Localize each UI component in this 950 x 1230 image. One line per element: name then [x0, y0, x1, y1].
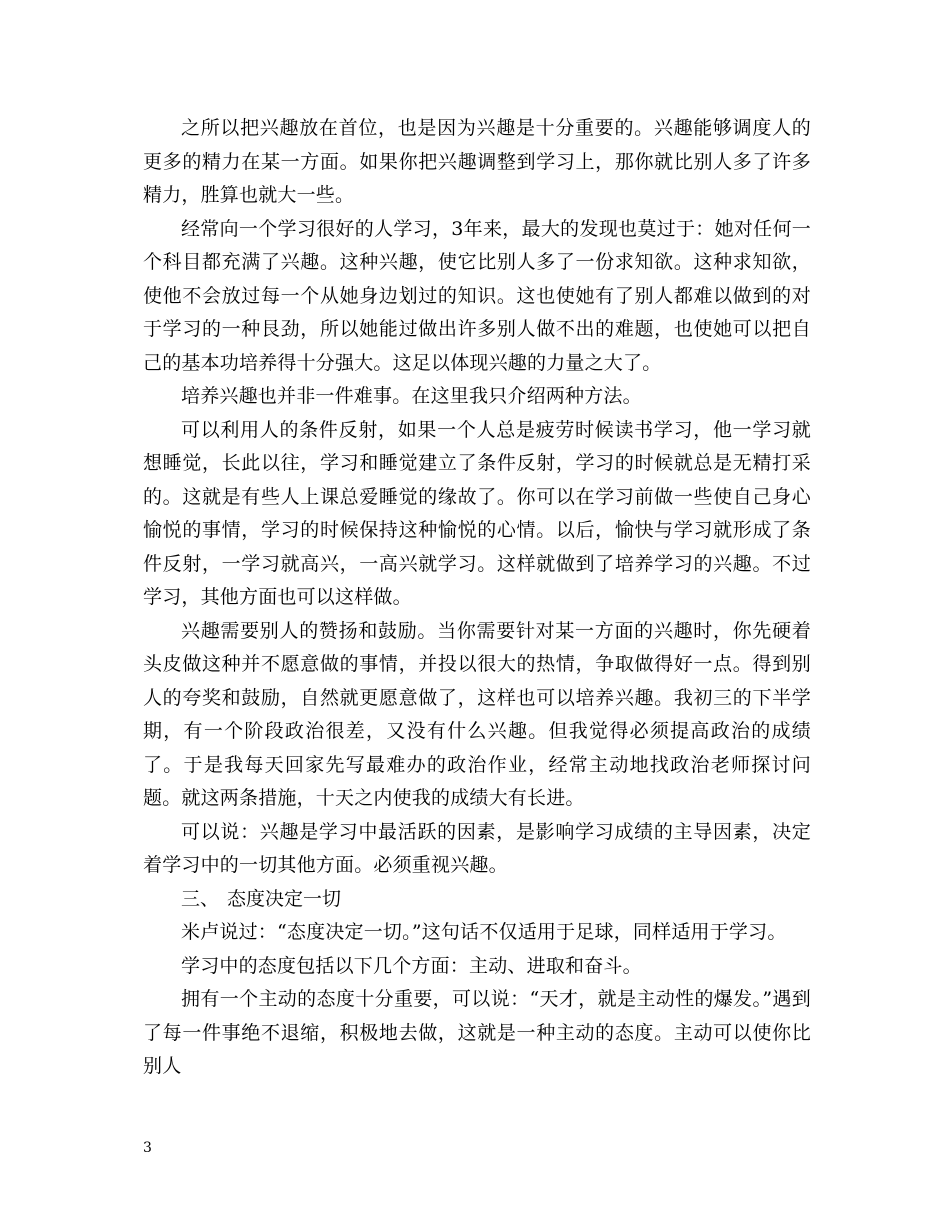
section-heading [143, 883, 811, 917]
paragraph-attitude-aspects: 学习中的态度包括以下几个方面：主动、进取和奋斗。 [181, 954, 642, 977]
document-body [143, 112, 811, 1084]
section-heading-number: 三、 [181, 887, 220, 910]
paragraph-active-attitude: 拥有一个主动的态度十分重要，可以说：“天才，就是主动性的爆发。”遇到了每一件事绝不退缩，积极地去做，这就是一种主动的态度。主动可以使你比别人 [143, 988, 811, 1077]
paragraph-interest-priority: 之所以把兴趣放在首位，也是因为兴趣是十分重要的。兴趣能够调度人的更多的精力在某一方面。如果你把兴趣调整到学习上，那你就比别人多了许多精力，胜算也就大一些。 [143, 117, 811, 206]
paragraph-milutinovic-quote: 米卢说过：“态度决定一切。”这句话不仅适用于足球，同样适用于学习。 [181, 921, 787, 943]
paragraph-conditioned-reflex: 可以利用人的条件反射，如果一个人总是疲劳时候读书学习，他一学习就想睡觉，长此以往，学习和睡觉建立了条件反射，学习的时候就总是无精打采的。这就是有些人上课总爱睡觉的缘故了。你可以在学习前做一些使自己身心愉悦的事情，学习的时候保持这种愉悦的心情。以后，愉快与学习就形成了条件反射，一学习就高兴，一高兴就学习。这样就做到了培养学习的兴趣。不过学习，其他方面也可以这样做。 [143, 418, 811, 608]
paragraph-two-methods: 培养兴趣也并非一件难事。在这里我只介绍两种方法。 [181, 385, 642, 407]
section-heading-title: 态度决定一切 [227, 887, 342, 910]
paragraph-good-student: 经常向一个学习很好的人学习，3年来，最大的发现也莫过于：她对任何一个科目都充满了兴趣。这种兴趣，使它比别人多了一份求知欲。这种求知欲，使他不会放过每一个从她身边划过的知识。这也使她有了别人都难以做到的对于学习的一种艮劲，所以她能过做出许多别人做不出的难题，也使她可以把自己的基本功培养得十分强大。这足以体现兴趣的力量之大了。 [143, 217, 811, 374]
page-number: 3 [143, 1140, 152, 1156]
paragraph-interest-conclusion: 可以说：兴趣是学习中最活跃的因素，是影响学习成绩的主导因素，决定着学习中的一切其他方面。必须重视兴趣。 [143, 820, 811, 876]
paragraph-praise-encouragement: 兴趣需要别人的赞扬和鼓励。当你需要针对某一方面的兴趣时，你先硬着头皮做这种并不愿意做的事情，并投以很大的热情，争取做得好一点。得到别人的夸奖和鼓励，自然就更愿意做了，这样也可以培养兴趣。我初三的下半学期，有一个阶段政治很差，又没有什么兴趣。但我觉得必须提高政治的成绩了。于是我每天回家先写最难办的政治作业，经常主动地找政治老师探讨问题。就这两条措施，十天之内使我的成绩大有长进。 [143, 619, 811, 809]
